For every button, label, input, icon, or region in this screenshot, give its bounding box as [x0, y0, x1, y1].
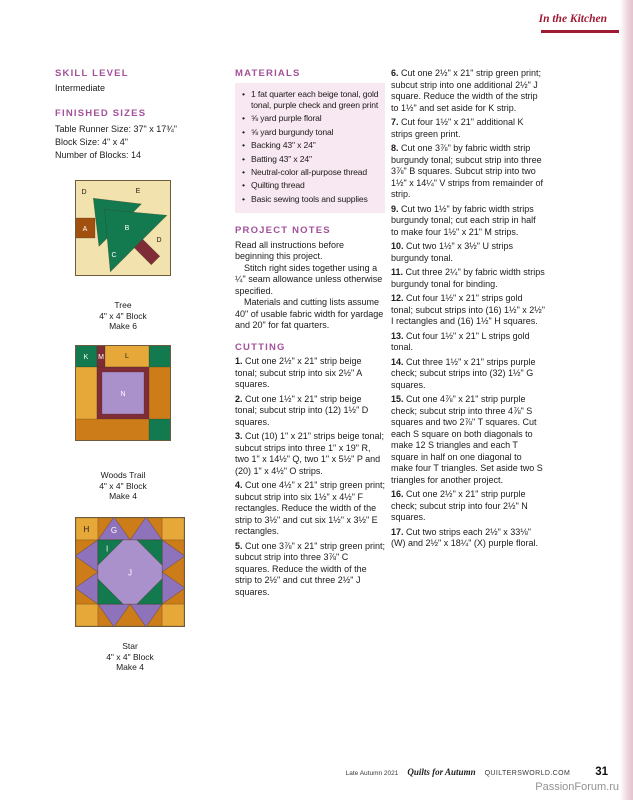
- step-text: Cut one 2½" x 21" strip beige tonal; subcut strip into six 2½" A squares.: [235, 356, 362, 390]
- materials-item-text: Backing 43" x 24": [251, 140, 316, 151]
- step-number: 17.: [391, 526, 404, 537]
- star-letter-j: J: [127, 567, 133, 577]
- cutting-step: [235, 356, 385, 391]
- skill-level-value: Intermediate: [55, 82, 106, 93]
- cutting-step: [391, 204, 545, 239]
- step-number: 13.: [391, 330, 404, 341]
- cutting-heading: CUTTING: [235, 341, 286, 353]
- step-number: 7.: [391, 117, 399, 127]
- footer-website: QUILTERSWORLD.COM: [484, 770, 571, 777]
- project-notes-heading: PROJECT NOTES: [235, 225, 331, 237]
- step-number: 10.: [391, 241, 404, 251]
- left-column: [55, 68, 217, 673]
- materials-item: [242, 113, 380, 124]
- cutting-step: [391, 143, 545, 201]
- page-number: 31: [595, 766, 608, 778]
- watermark: PassionForum.ru: [535, 781, 619, 793]
- finished-size-line: Table Runner Size: 37" x 17¾": [55, 123, 177, 134]
- step-text: Cut one 4⅞" x 21" strip purple check; subcut strip into three 4⅞" S squares and two 2⅞" T squares. Cut each S square on both diagonals to make 12 S triangles and each T square in half on one diagonal to make four T triangles. Set aside two S triangles for another project.: [391, 394, 543, 485]
- materials-item-text: Quilting thread: [251, 180, 305, 191]
- materials-item: [242, 194, 380, 205]
- cutting-step: [391, 293, 545, 328]
- bullet-icon: •: [242, 140, 246, 151]
- block-make: Make 4: [116, 662, 144, 672]
- step-number: 15.: [391, 394, 404, 404]
- step-number: 5.: [235, 540, 243, 551]
- step-number: 11.: [391, 267, 404, 277]
- project-notes: [235, 240, 385, 332]
- project-notes-paragraph: Read all instructions before beginning this project.: [235, 239, 345, 262]
- star-h-corner-bl: [75, 604, 98, 627]
- footer-issue: Late Autumn 2021: [345, 770, 399, 777]
- materials-item-text: Batting 43" x 24": [251, 153, 312, 164]
- finished-sizes-list: [55, 123, 217, 162]
- materials-item-text: 1 fat quarter each beige tonal, gold tonal, purple check and green print: [251, 88, 379, 110]
- bullet-icon: •: [242, 126, 246, 137]
- cutting-step: [235, 480, 385, 538]
- step-text: Cut four 1½" x 21" L strips gold tonal.: [391, 330, 530, 352]
- cutting-step: [235, 431, 385, 477]
- woods-letter-m: M: [98, 353, 104, 361]
- bullet-icon: •: [242, 88, 246, 99]
- step-text: Cut three 2¼" by fabric width strips burgundy tonal for binding.: [391, 267, 545, 289]
- section-header: In the Kitchen: [538, 13, 607, 25]
- step-number: 16.: [391, 489, 404, 499]
- block-name: Tree: [114, 300, 132, 310]
- materials-item: [242, 167, 380, 178]
- cutting-step: [391, 394, 545, 486]
- woods-trail-block-caption: [75, 470, 171, 502]
- tree-letter-c: C: [111, 251, 117, 259]
- materials-item-text: ⅝ yard burgundy tonal: [251, 126, 334, 137]
- block-name: Star: [122, 641, 138, 651]
- bullet-icon: •: [242, 153, 246, 164]
- materials-item-text: Basic sewing tools and supplies: [251, 193, 368, 204]
- step-text: Cut one 2½" x 21" strip green print; subcut strip into one additional 2½" J square. Reduce the width of the strip to 1½" and set aside for K strip.: [391, 68, 541, 113]
- step-number: 8.: [391, 143, 399, 153]
- cutting-step: [391, 527, 545, 550]
- tree-letter-d-top: D: [81, 188, 87, 196]
- materials-heading: MATERIALS: [235, 68, 301, 79]
- footer: [0, 766, 608, 778]
- finished-sizes-heading: FINISHED SIZES: [55, 108, 147, 119]
- bullet-icon: •: [242, 113, 246, 124]
- star-h-corner-tr: [162, 517, 185, 540]
- woods-l-strip-left: [75, 367, 97, 419]
- woods-trail-block-diagram: [75, 345, 217, 445]
- step-text: Cut two 1½" by fabric width strips burgundy tonal; cut each strip in half to make four 1½" x 21" M strips.: [391, 203, 536, 237]
- right-column: [391, 68, 545, 553]
- block-make: Make 4: [109, 491, 137, 501]
- tree-letter-a: A: [82, 225, 88, 233]
- step-text: Cut one 2½" x 21" strip purple check; subcut strip into four 2½" N squares.: [391, 489, 528, 522]
- tree-letter-e: E: [135, 187, 141, 195]
- tree-block-diagram: [75, 180, 217, 280]
- step-text: Cut one 3⅞" x 21" strip green print; subcut strip into three 3⅞" C squares. Reduce the width of the strip to 2½" and cut three 2½" J squares.: [235, 540, 385, 597]
- woods-letter-n: N: [120, 390, 126, 398]
- woods-k-corner-tr: [149, 345, 171, 367]
- star-block-caption: [75, 641, 185, 673]
- cutting-steps-left: [235, 356, 385, 598]
- block-size: 4" x 4" Block: [99, 480, 147, 491]
- cutting-step: [235, 541, 385, 599]
- tree-letter-d-bottom: D: [156, 236, 162, 244]
- materials-item: [242, 140, 380, 151]
- step-number: 9.: [391, 203, 399, 214]
- step-text: Cut one 3⅞" by fabric width strip burgundy tonal; subcut strip into three 3⅞" B squares. Subcut strip into two 1½" x 14¼" V strips from remainder of strip.: [391, 143, 543, 199]
- cutting-step: [235, 394, 385, 429]
- step-number: 14.: [391, 356, 404, 367]
- step-text: Cut one 1½" x 21" strip beige tonal; subcut strip into (12) 1½" D squares.: [235, 393, 369, 427]
- middle-column: [235, 68, 385, 601]
- materials-item-text: ⅝ yard purple floral: [251, 113, 322, 124]
- step-text: Cut one 4½" x 21" strip green print; subcut strip into six 1½" x 4½" F rectangles. Reduce the width of the strip to 3½" and cut six 1½" x 3½" E rectangles.: [235, 480, 385, 537]
- star-block-diagram: [75, 517, 217, 631]
- cutting-step: [391, 489, 545, 524]
- star-block-svg: [75, 517, 185, 627]
- star-letter-g: G: [110, 525, 118, 535]
- star-letter-i: I: [105, 543, 109, 553]
- materials-item: [242, 127, 380, 138]
- woods-k-corner-br: [149, 419, 171, 441]
- project-notes-paragraph: Materials and cutting lists assume 40" of usable fabric width for yardage and 20" for fat quarters.: [235, 297, 384, 331]
- step-text: Cut (10) 1" x 21" strips beige tonal; subcut strips into three 1" x 19" R, two 1" x 14½" Q, two 1" x 5½" P and (20) 1" x 4½" O strips.: [235, 431, 384, 476]
- step-text: Cut four 1½" x 21" additional K strips green print.: [391, 117, 524, 139]
- step-number: 2.: [235, 393, 243, 404]
- woods-trail-block-svg: [75, 345, 171, 441]
- bullet-icon: •: [242, 193, 246, 204]
- finished-size-line: Number of Blocks: 14: [55, 149, 142, 160]
- step-text: Cut three 1½" x 21" strips purple check; subcut strips into (32) 1½" G squares.: [391, 356, 536, 390]
- woods-letter-l: L: [125, 352, 129, 360]
- materials-item-text: Neutral-color all-purpose thread: [251, 166, 368, 177]
- materials-item: [242, 89, 380, 112]
- cutting-steps-right: [391, 68, 545, 550]
- materials-item: [242, 180, 380, 191]
- woods-letter-k: K: [83, 353, 89, 361]
- bullet-icon: •: [242, 166, 246, 177]
- step-number: 4.: [235, 480, 243, 491]
- block-size: 4" x 4" Block: [106, 651, 154, 662]
- star-letter-h: H: [83, 524, 90, 534]
- cutting-step: [391, 267, 545, 290]
- tree-block-svg: [75, 180, 171, 276]
- step-text: Cut two 1½" x 3½" U strips burgundy tonal.: [391, 241, 513, 263]
- step-number: 12.: [391, 293, 404, 303]
- bullet-icon: •: [242, 180, 246, 191]
- block-size: 4" x 4" Block: [99, 310, 147, 321]
- skill-level-heading: SKILL LEVEL: [55, 68, 129, 79]
- step-number: 1.: [235, 356, 243, 367]
- page-edge-band: [620, 0, 633, 800]
- cutting-step: [391, 68, 545, 114]
- step-text: Cut four 1½" x 21" strips gold tonal; subcut strips into (16) 1½" x 2½" I rectangles and (16) 1½" H squares.: [391, 293, 545, 326]
- tree-letter-b: B: [124, 224, 130, 232]
- materials-box: [235, 83, 385, 214]
- cutting-step: [391, 241, 545, 264]
- step-number: 3.: [235, 431, 243, 442]
- step-text: Cut two strips each 2½" x 33⅛" (W) and 2½" x 18¼" (X) purple floral.: [391, 526, 538, 548]
- section-header-rule: [541, 30, 619, 33]
- finished-size-line: Block Size: 4" x 4": [55, 136, 128, 147]
- tree-block-caption: [75, 300, 171, 332]
- star-h-corner-br: [162, 604, 185, 627]
- cutting-step: [391, 331, 545, 354]
- cutting-step: [391, 357, 545, 392]
- step-number: 6.: [391, 68, 399, 78]
- block-make: Make 6: [109, 321, 137, 331]
- cutting-step: [391, 117, 545, 140]
- block-name: Woods Trail: [100, 470, 146, 480]
- materials-item: [242, 154, 380, 165]
- footer-magazine-title: Quilts for Autumn: [407, 767, 476, 777]
- project-notes-paragraph: Stitch right sides together using a ¼" seam allowance unless otherwise specified.: [235, 262, 383, 296]
